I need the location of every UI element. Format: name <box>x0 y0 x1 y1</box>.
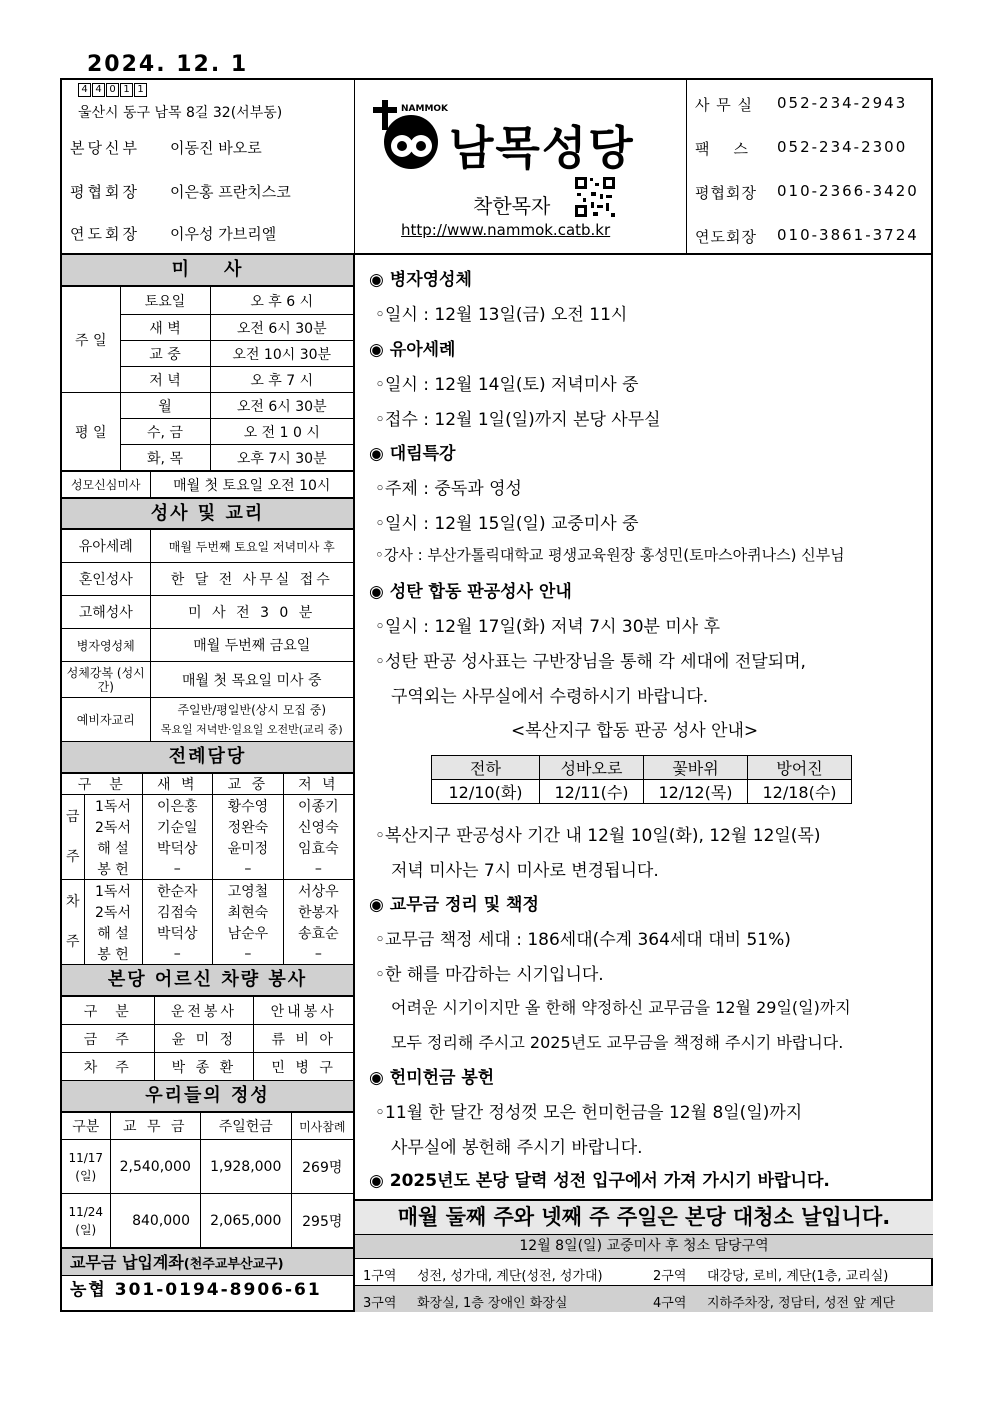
slogan: 착한목자 <box>473 194 551 218</box>
announcement-line: 사무실에 봉헌해 주시기 바랍니다. <box>391 1138 643 1158</box>
next-week-label: 차 주 <box>62 880 84 965</box>
announcement-line: ◦성탄 판공 성사표는 구반장님을 통해 각 세대에 전달되며, <box>375 652 806 672</box>
vehicle-week: 차 주 <box>62 1053 154 1081</box>
cleaning-row <box>355 1258 933 1285</box>
mass-time-key: 월 <box>120 393 210 419</box>
sacrament-name: 예비자교리 <box>62 698 150 742</box>
liturgy-person: 신영숙 <box>283 817 353 838</box>
offering-header: 구분 <box>62 1113 110 1140</box>
address: 울산시 동구 남목 8길 32(서부동) <box>78 105 283 121</box>
marian-mass-table <box>62 471 353 498</box>
heading-text: 병자영성체 <box>389 270 472 290</box>
liturgy-person: 박덕상 <box>142 923 213 944</box>
offering-sunday: 2,065,000 <box>201 1194 292 1248</box>
liturgy-person: – <box>283 859 353 880</box>
header-logo-area <box>355 80 687 255</box>
liturgy-person: 송효순 <box>283 923 353 944</box>
zip-digit: 1 <box>120 83 133 97</box>
bullet-icon: ◉ <box>369 1068 384 1088</box>
bullet-icon: ◉ <box>369 444 384 464</box>
liturgy-person: 황수영 <box>213 795 284 817</box>
vehicle-header: 안내봉사 <box>254 997 353 1025</box>
logo-tag: NAMMOK <box>401 104 449 114</box>
sacrament-name: 성체강복 (성시간) <box>62 662 150 698</box>
liturgy-person: 이은홍 <box>142 795 213 817</box>
liturgy-role: 2독서 <box>84 902 142 923</box>
weekday-label: 평 일 <box>62 393 120 471</box>
mass-time-key: 저 녁 <box>120 367 210 393</box>
liturgy-person: – <box>213 859 284 880</box>
catechism-line: 주일반/평일반(상시 모집 중) <box>177 702 327 717</box>
liturgy-person: 임효숙 <box>283 838 353 859</box>
mass-time-key: 성모신심미사 <box>62 472 150 498</box>
heading-text: 교무금 정리 및 책정 <box>389 895 539 915</box>
liturgy-header: 저 녁 <box>283 774 353 795</box>
church-logo <box>369 98 679 178</box>
vehicle-table <box>62 996 353 1081</box>
cleaning-place: 지하주차장, 정담터, 성전 앞 계단 <box>707 1296 896 1311</box>
account-label: 교무금 납입계좌 <box>70 1253 184 1272</box>
zip-digit: 1 <box>134 83 147 97</box>
contact-value: 010-3861-3724 <box>777 226 919 244</box>
sacrament-name: 병자영성체 <box>62 629 150 662</box>
liturgy-person: – <box>142 944 213 965</box>
announcement-line: ◦복산지구 판공성사 기간 내 12월 10일(화), 12월 12일(목) <box>375 826 821 846</box>
liturgy-role: 1독서 <box>84 795 142 817</box>
parish-date: 12/18(수) <box>748 780 852 804</box>
parish-date: 12/12(목) <box>644 780 748 804</box>
vehicle-header: 구 분 <box>62 997 154 1025</box>
logo-mark-icon <box>381 112 441 172</box>
vehicle-title: 본당 어르신 차량 봉사 <box>62 965 353 996</box>
announcement-heading <box>369 1063 494 1088</box>
cleaning-place: 화장실, 1층 장애인 화장실 <box>417 1296 568 1311</box>
mass-time-key: 교 중 <box>120 341 210 367</box>
announcement-line: ◦주제 : 중독과 영성 <box>375 479 522 499</box>
mass-time-key: 수, 금 <box>120 419 210 445</box>
offering-attendance: 269명 <box>291 1140 353 1194</box>
liturgy-person: – <box>142 859 213 880</box>
mass-time-value: 오전 6시 30분 <box>210 393 353 419</box>
header-info <box>62 80 355 255</box>
liturgy-person: 한순자 <box>142 880 213 902</box>
liturgy-person: 고영철 <box>213 880 284 902</box>
heading-text: 헌미헌금 봉헌 <box>389 1068 495 1088</box>
announcement-heading <box>369 1166 830 1191</box>
offering-header: 주일헌금 <box>201 1113 292 1140</box>
offering-day: (일) <box>75 1222 97 1237</box>
offering-header: 교 무 금 <box>110 1113 201 1140</box>
parish-name: 꽃바위 <box>644 756 748 780</box>
liturgy-person: 윤미정 <box>213 838 284 859</box>
announcement-line: ◦한 해를 마감하는 시기입니다. <box>375 965 604 985</box>
bulletin-date: 2024. 12. 1 <box>87 52 249 77</box>
this-week-label: 금 주 <box>62 795 84 880</box>
announcement-line: ◦일시 : 12월 17일(화) 저녁 7시 30분 미사 후 <box>375 617 721 637</box>
liturgy-table <box>62 773 353 965</box>
qr-code-icon <box>573 175 617 219</box>
offering-date: 11/17 <box>68 1150 104 1165</box>
announcement-line: 모두 정리해 주시고 2025년도 교무금을 책정해 주시기 바랍니다. <box>391 1033 844 1052</box>
offering-dues: 840,000 <box>110 1194 201 1248</box>
liturgy-role: 봉 헌 <box>84 859 142 880</box>
mass-time-key: 새 벽 <box>120 315 210 341</box>
sacrament-time: 한 달 전 사무실 접수 <box>150 563 353 596</box>
contact-value: 010-2366-3420 <box>777 182 919 200</box>
parish-name: 성바오로 <box>540 756 644 780</box>
heading-text: 유아세례 <box>389 340 456 360</box>
zip-digit: 4 <box>92 83 105 97</box>
liturgy-role: 봉 헌 <box>84 944 142 965</box>
sacrament-time: 매월 두번째 금요일 <box>150 629 353 662</box>
mass-time-value: 오 후 7 시 <box>210 367 353 393</box>
sacrament-name: 유아세례 <box>62 530 150 563</box>
announcement-heading <box>369 577 572 602</box>
offering-day: (일) <box>75 1168 97 1183</box>
liturgy-person: 이종기 <box>283 795 353 817</box>
vehicle-guide: 류 비 아 <box>254 1025 353 1053</box>
role-label: 본당신부 <box>70 139 140 157</box>
account-title <box>62 1248 353 1276</box>
account-number: 농협 301-0194-8906-61 <box>70 1280 322 1300</box>
cleaning-title: 매월 둘째 주와 넷째 주 주일은 본당 대청소 날입니다. <box>355 1199 933 1234</box>
mass-time-value: 오전 6시 30분 <box>210 315 353 341</box>
announcements-column <box>355 255 933 1312</box>
contact-council <box>695 182 919 203</box>
person-name: 이동진 바오로 <box>170 139 262 157</box>
announcement-line: 어려운 시기이지만 올 한해 약정하신 교무금을 12월 29일(일)까지 <box>391 998 851 1017</box>
catechism-line: 목요일 저녁반·일요일 오전반(교리 중) <box>160 722 343 736</box>
liturgy-person: 최현숙 <box>213 902 284 923</box>
liturgy-header: 교 중 <box>213 774 284 795</box>
person-name: 이은홍 프란치스코 <box>170 183 291 201</box>
parish-name: 방어진 <box>748 756 852 780</box>
bullet-icon: ◉ <box>369 1171 384 1191</box>
cleaning-subtitle: 12월 8일(일) 교중미사 후 청소 담당구역 <box>355 1234 933 1258</box>
vehicle-driver: 박 종 환 <box>154 1053 254 1081</box>
account-note: (천주교부산교구) <box>183 1257 284 1272</box>
contact-value: 052-234-2300 <box>777 138 908 156</box>
yeondo-president-row <box>70 223 276 244</box>
sacrament-time: 매월 두번째 토요일 저녁미사 후 <box>150 530 353 563</box>
parish-name: 전하 <box>432 756 540 780</box>
vehicle-guide: 민 병 구 <box>254 1053 353 1081</box>
bulletin-frame <box>60 78 933 1312</box>
mass-time-value: 오 후 6 시 <box>210 287 353 315</box>
contact-fax <box>695 138 907 159</box>
contact-label: 사 무 실 <box>695 96 754 114</box>
church-name: 남목성당 <box>449 121 635 175</box>
offering-dues: 2,540,000 <box>110 1140 201 1194</box>
mass-time-value: 오후 7시 30분 <box>210 445 353 471</box>
liturgy-role: 2독서 <box>84 817 142 838</box>
mass-title: 미 사 <box>62 255 353 286</box>
liturgy-person: 기순일 <box>142 817 213 838</box>
role-label: 평협회장 <box>70 183 140 201</box>
cleaning-zone: 1구역 <box>363 1269 397 1284</box>
penance-table-caption: <복산지구 합동 판공 성사 안내> <box>511 721 759 741</box>
liturgy-person: – <box>213 944 284 965</box>
parish-date: 12/10(화) <box>432 780 540 804</box>
announcement-heading <box>369 335 455 360</box>
announcement-line: ◦교무금 책정 세대 : 186세대(수계 364세대 대비 51%) <box>375 930 791 950</box>
zip-digit: 4 <box>78 83 91 97</box>
sacrament-time: 미 사 전 3 0 분 <box>150 596 353 629</box>
mass-time-key: 화, 목 <box>120 445 210 471</box>
penance-schedule-table <box>431 755 852 804</box>
liturgy-person: 정완숙 <box>213 817 284 838</box>
council-president-row <box>70 181 291 202</box>
liturgy-person: 서상우 <box>283 880 353 902</box>
mass-time-value: 오전 10시 30분 <box>210 341 353 367</box>
website-link[interactable]: http://www.nammok.catb.kr <box>401 221 611 239</box>
announcement-line: ◦접수 : 12월 1일(일)까지 본당 사무실 <box>375 410 661 430</box>
liturgy-title: 전례담당 <box>62 742 353 773</box>
header-contacts <box>687 80 933 255</box>
sacrament-name: 고해성사 <box>62 596 150 629</box>
offering-sunday: 1,928,000 <box>201 1140 292 1194</box>
liturgy-role: 해 설 <box>84 923 142 944</box>
announcement-line: ◦일시 : 12월 15일(일) 교중미사 중 <box>375 514 639 534</box>
offering-title: 우리들의 정성 <box>62 1081 353 1112</box>
offering-header: 미사참례 <box>291 1113 353 1140</box>
zip-digit: 0 <box>106 83 119 97</box>
parish-date: 12/11(수) <box>540 780 644 804</box>
vehicle-header: 운전봉사 <box>154 997 254 1025</box>
cleaning-place: 성전, 성가대, 계단(성전, 성가대) <box>417 1269 603 1284</box>
cleaning-row <box>355 1285 933 1312</box>
mass-time-key: 토요일 <box>120 287 210 315</box>
contact-value: 052-234-2943 <box>777 94 908 112</box>
vehicle-week: 금 주 <box>62 1025 154 1053</box>
announcement-line: ◦강사 : 부산가톨릭대학교 평생교육원장 홍성민(토마스아퀴나스) 신부님 <box>375 546 845 564</box>
bullet-icon: ◉ <box>369 895 384 915</box>
cleaning-place: 대강당, 로비, 계단(1층, 교리실) <box>707 1269 889 1284</box>
liturgy-person: 박덕상 <box>142 838 213 859</box>
cleaning-zone: 3구역 <box>363 1296 397 1311</box>
liturgy-role: 해 설 <box>84 838 142 859</box>
announcement-line: 저녁 미사는 7시 미사로 변경됩니다. <box>391 861 659 881</box>
liturgy-person: – <box>283 944 353 965</box>
cleaning-zone: 4구역 <box>653 1296 687 1311</box>
sacrament-time: 매월 첫 목요일 미사 중 <box>150 662 353 698</box>
announcement-heading <box>369 890 539 915</box>
mass-time-value: 오 전 1 0 시 <box>210 419 353 445</box>
bullet-icon: ◉ <box>369 270 384 290</box>
sacraments-title: 성사 및 교리 <box>62 498 353 529</box>
sacrament-name: 혼인성사 <box>62 563 150 596</box>
contact-yeondo <box>695 226 919 247</box>
role-label: 연도회장 <box>70 225 140 243</box>
person-name: 이우성 가브리엘 <box>170 225 277 243</box>
mass-schedule-table <box>62 286 353 471</box>
announcement-heading <box>369 439 455 464</box>
offering-table <box>62 1112 353 1248</box>
announcement-line: 구역외는 사무실에서 수령하시기 바랍니다. <box>391 687 709 707</box>
liturgy-person: 한봉자 <box>283 902 353 923</box>
contact-label: 팩 스 <box>695 140 750 158</box>
contact-office <box>695 94 907 115</box>
heading-text: 성탄 합동 판공성사 안내 <box>389 582 572 602</box>
liturgy-header: 새 벽 <box>142 774 213 795</box>
bullet-icon: ◉ <box>369 340 384 360</box>
liturgy-role: 1독서 <box>84 880 142 902</box>
offering-date: 11/24 <box>68 1204 104 1219</box>
pastor-row <box>70 137 262 158</box>
announcement-heading <box>369 265 472 290</box>
sacraments-table <box>62 529 353 742</box>
left-column <box>62 255 355 1312</box>
cleaning-zone: 2구역 <box>653 1269 687 1284</box>
sunday-label: 주 일 <box>62 287 120 393</box>
offering-attendance: 295명 <box>291 1194 353 1248</box>
liturgy-person: 김점숙 <box>142 902 213 923</box>
liturgy-header: 구 분 <box>62 774 142 795</box>
heading-text: 대림특강 <box>389 444 456 464</box>
bullet-icon: ◉ <box>369 582 384 602</box>
announcement-line: ◦일시 : 12월 13일(금) 오전 11시 <box>375 305 628 325</box>
vehicle-driver: 윤 미 정 <box>154 1025 254 1053</box>
contact-label: 평협회장 <box>695 184 757 202</box>
zip-code <box>78 83 148 97</box>
announcement-line: ◦일시 : 12월 14일(토) 저녁미사 중 <box>375 375 639 395</box>
contact-label: 연도회장 <box>695 228 757 246</box>
mass-time-value: 매월 첫 토요일 오전 10시 <box>150 472 353 498</box>
announcement-line: ◦11월 한 달간 정성껏 모은 헌미헌금을 12월 8일(일)까지 <box>375 1103 803 1123</box>
liturgy-person: 남순우 <box>213 923 284 944</box>
heading-text: 2025년도 본당 달력 성전 입구에서 가져 가시기 바랍니다. <box>389 1171 830 1191</box>
